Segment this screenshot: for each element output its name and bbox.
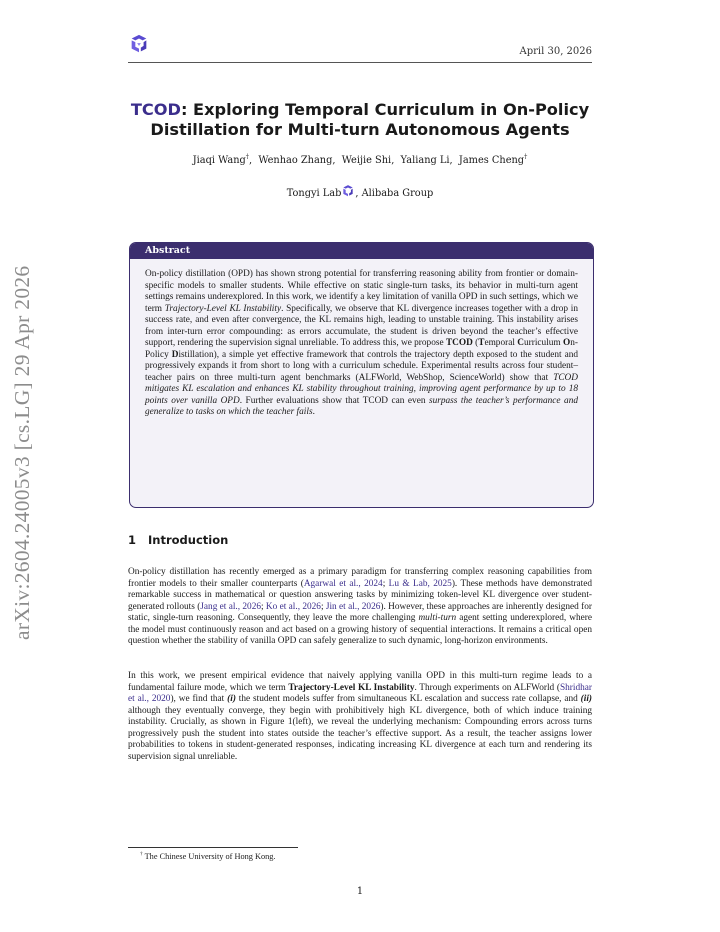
header-rule <box>128 62 592 63</box>
citation-link[interactable]: Jang et al., 2026 <box>200 601 261 612</box>
section-title: Introduction <box>148 533 229 547</box>
intro-paragraph-1: On-policy distillation has recently emerged as a primary paradigm for transferring complex reasoning capabilities from frontier models to their smaller counterparts (Agarwal et al., 2024; Lu & Lab, 2025). These methods have demonstrated remarkable success in mathematical or question answering tasks by minimizing token-level KL divergence over student-generated rollouts (Jang et al., 2026; Ko et al., 2026; Jin et al., 2026). However, these approaches are inherently designed for static, single-turn reasoning. Consequently, they leave the more challenging multi-turn agent setting underexplored, where the model must continuously reason and act based on a growing history of sequential interactions. It remains a critical open question whether the stability of vanilla OPD can safely generalize to such dynamic, long-horizon environments. <box>128 567 593 646</box>
citation-link[interactable]: Shridhar et al., 2020 <box>128 682 592 704</box>
section-number: 1 <box>128 533 137 547</box>
abstract-heading: Abstract <box>130 243 593 259</box>
author: Wenhao Zhang <box>258 155 333 166</box>
author: Yaliang Li <box>400 155 450 166</box>
citation-link[interactable]: Jin et al., 2026 <box>325 601 381 612</box>
author-list: Jiaqi Wang†, Wenhao Zhang, Weijie Shi, Yaliang Li, James Cheng† <box>192 152 528 166</box>
section-heading <box>128 533 228 547</box>
citation-link[interactable]: Ko et al., 2026 <box>265 601 321 612</box>
abstract-text: On-policy distillation (OPD) has shown strong potential for transferring reasoning ability from frontier or domain-specific models to smaller students. While effective on static single-turn tasks, its behavior in multi-turn agent settings remains underexplored. In this work, we identify a key limitation of vanilla OPD in such settings, which we term Trajectory-Level KL Instability. Specifically, we observe that KL divergence increases together with a drop in success rate, and even after convergence, the KL remains high, leading to unstable training. This instability arises from inter-turn error compounding: as errors accumulate, the student is driven beyond the teacher’s effective support, rendering the supervision signal unreliable. To address this, we propose TCOD (Temporal Curriculum On-Policy Distillation), a simple yet effective framework that controls the trajectory depth exposed to the student and progressively expands it from short to long with a curriculum schedule. Experimental results across four student–teacher pairs on three multi-turn agent benchmarks (ALFWorld, WebShop, ScienceWorld) show that TCOD mitigates KL escalation and enhances KL stability throughout training, improving agent performance by up to 18 points over vanilla OPD. Further evaluations show that TCOD can even surpass the teacher’s performance and generalize to tasks on which the teacher fails. <box>145 269 579 417</box>
tongyi-small-logo-icon <box>341 184 355 198</box>
header-date: April 30, 2026 <box>519 46 592 57</box>
title-line1: : Exploring Temporal Curriculum in On-Policy <box>180 100 590 119</box>
author: Weijie Shi <box>341 155 392 166</box>
abstract-box <box>129 242 594 508</box>
affiliation: Tongyi Lab , Alibaba Group <box>128 184 592 199</box>
footnote: † The Chinese University of Hong Kong. <box>140 851 276 861</box>
intro-paragraph-2: In this work, we present empirical evidence that naively applying vanilla OPD in this multi-turn regime leads to a fundamental failure mode, which we term Trajectory-Level KL Instability. Through experiments on ALFWorld (Shridhar et al., 2020), we find that (i) the student models suffer from simultaneous KL escalation and success rate collapse, and (ii) although they eventually converge, they begin with prohibitively high KL divergence, both of which induce training instability. Crucially, as shown in Figure 1(left), we reveal the underlying mechanism: Compounding errors across turns progressively push the student into states outside the teacher’s effective support. As a result, the teacher assigns lower probabilities to tokens in student-generated responses, indicating increasing KL divergence at each turn and rendering its supervision signal unreliable. <box>128 671 592 762</box>
author: James Cheng† <box>458 152 528 166</box>
tongyi-logo-icon <box>128 33 150 55</box>
title-acronym: TCOD <box>130 100 181 119</box>
citation-link[interactable]: Lu & Lab, 2025 <box>388 578 452 589</box>
paper-title <box>128 100 592 140</box>
footnote-rule <box>128 847 298 848</box>
title-line2: Distillation for Multi-turn Autonomous Agents <box>150 120 570 139</box>
author: Jiaqi Wang† <box>192 152 249 166</box>
citation-link[interactable]: Agarwal et al., 2024 <box>303 578 383 589</box>
page-number: 1 <box>356 886 364 897</box>
